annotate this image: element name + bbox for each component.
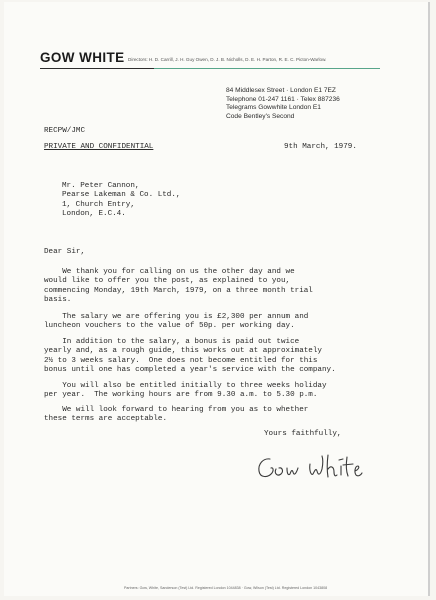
paragraph-line: The salary we are offering you is £2,300 per annum and [44,313,309,321]
letterhead-accent-rule [154,68,380,69]
paragraph-offer [44,268,313,306]
paragraph-line: per year. The working hours are from 9.30 a.m. to 5.30 p.m. [44,391,318,400]
paragraph-line: We will look forward to hearing from you as to whether [44,406,309,414]
reference-code: RECPW/JMC [44,127,86,135]
paragraph-bonus [44,338,336,376]
salutation: Dear Sir, [44,248,86,256]
recipient-line: London, E.C.4. [62,210,126,219]
address-line: Telephone 01-247 1161 · Telex 887236 [226,95,340,103]
paragraph-line: these terms are acceptable. [44,415,168,424]
paragraph-line: We thank you for calling on us the other day and we [44,268,295,276]
recipient-line: Mr. Peter Cannon, [62,182,140,190]
paragraph-line: In addition to the salary, a bonus is paid out twice [44,338,300,346]
closing-phrase: Yours faithfully, [264,430,342,438]
directors-line: Directors: H. D. Carrill, J. H. Guy Owen, D. J. B. Nicholls, D. E. H. Parton, R. E. C. Picton-Warlow. [128,57,327,62]
company-address [226,87,340,121]
paragraph-line: basis. [44,296,72,305]
address-line: Code Bentley's Second [226,112,295,120]
paragraph-closing [44,406,308,425]
paragraph-line: luncheon vouchers to the value of 50p. per working day. [44,322,295,331]
paragraph-salary [44,313,308,332]
recipient-address [62,182,180,220]
confidential-label: PRIVATE AND CONFIDENTIAL [44,143,154,151]
recipient-line: 1, Church Entry, [62,200,135,209]
paragraph-line: bonus until one has completed a year's service with the company. [44,366,336,375]
paragraph-holiday [44,382,327,401]
letter-page [4,2,430,596]
paragraph-line: commencing Monday, 19th March, 1979, on a three month trial [44,286,313,295]
signature-graphic [254,450,364,484]
company-logo: GOW WHITE [40,50,125,65]
letter-date: 9th March, 1979. [284,143,357,151]
recipient-line: Pearse Lakeman & Co. Ltd., [62,191,181,200]
handwritten-signature [254,450,364,489]
paragraph-line: yearly and, as a rough guide, this works out at approximately [44,347,322,356]
paragraph-line: 2½ to 3 weeks salary. One does not become entitled for this [44,356,318,365]
paragraph-line: You will also be entitled initially to three weeks holiday [44,382,327,390]
address-line: 84 Middlesex Street · London E1 7EZ [226,87,336,94]
footer-partners: Partners: Gow, White, Sanderson (Test) Ltd. Registered London 1044838 · Gow, Wilson (Test) Ltd. Registered London 1043808 [124,586,328,590]
address-line: Telegrams Gowwhite London E1 [226,104,321,112]
paragraph-line: would like to offer you the post, as explained to you, [44,277,291,286]
